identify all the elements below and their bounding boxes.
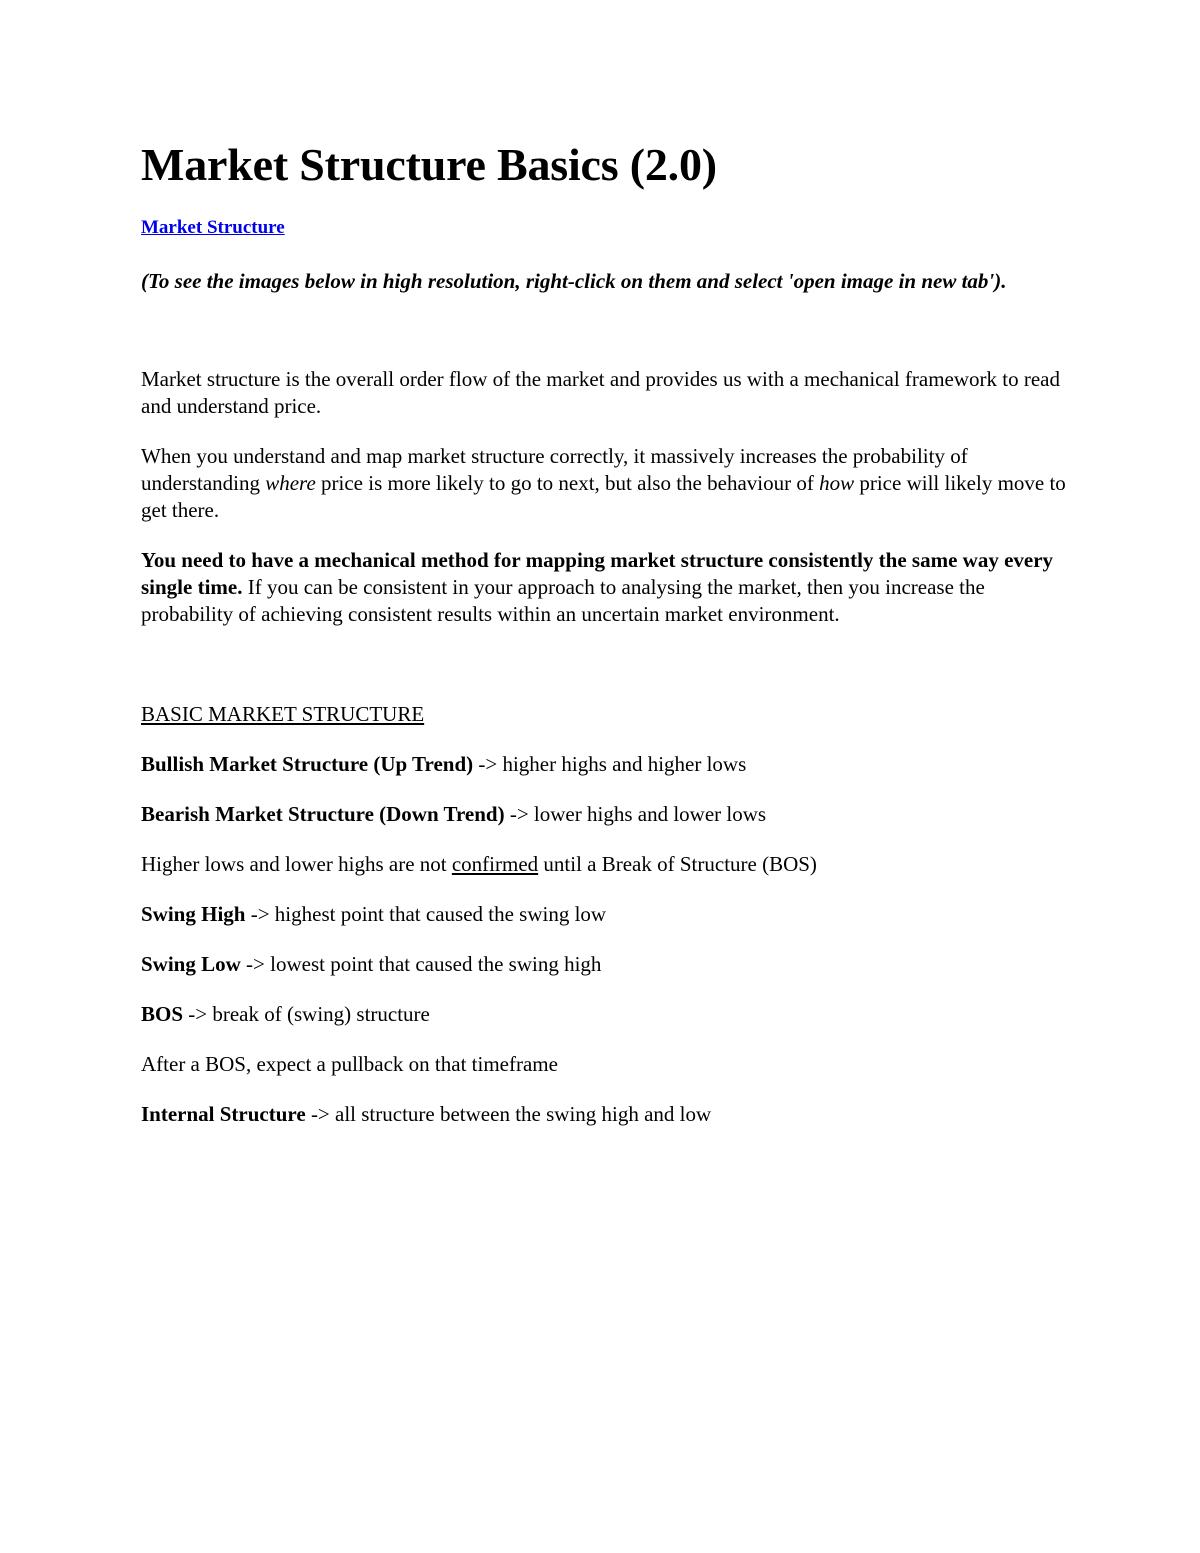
confirmation-line <box>141 851 1066 878</box>
definition-internal-structure <box>141 1101 1066 1128</box>
definition-desc: -> highest point that caused the swing low <box>245 901 607 926</box>
definition-swing-high <box>141 901 1066 928</box>
definition-desc: -> break of (swing) structure <box>183 1001 430 1026</box>
paragraph-text: until a Break of Structure (BOS) <box>538 851 817 876</box>
definition-bearish <box>141 801 1066 828</box>
paragraph-text: When you understand and map market structure correctly, it massively increases the probability of understanding <box>141 443 968 495</box>
image-resolution-note: (To see the images below in high resolution, right-click on them and select 'open image in new tab'). <box>141 268 1007 293</box>
definition-term: Bullish Market Structure (Up Trend) <box>141 751 474 776</box>
emphasis-how: how <box>819 470 855 495</box>
definition-swing-low <box>141 951 1066 978</box>
definition-desc: -> lower highs and lower lows <box>504 801 767 826</box>
page-title: Market Structure Basics (2.0) <box>141 139 717 190</box>
emphasis-where: where <box>265 470 316 495</box>
definition-desc: -> lowest point that caused the swing high <box>240 951 602 976</box>
section-heading: BASIC MARKET STRUCTURE <box>141 701 425 726</box>
document-page <box>141 140 1066 1151</box>
definition-bos <box>141 1001 1066 1028</box>
definition-term: Swing Low <box>141 951 241 976</box>
spacer <box>141 651 1066 701</box>
market-structure-link[interactable]: Market Structure <box>141 216 285 238</box>
mechanical-method-paragraph <box>141 547 1066 628</box>
after-bos-line: After a BOS, expect a pullback on that timeframe <box>141 1051 558 1076</box>
bold-statement: You need to have a mechanical method for mapping market structure consistently the same way every single time. <box>141 547 1054 599</box>
intro-paragraph: Market structure is the overall order flow of the market and provides us with a mechanical framework to read and understand price. <box>141 366 1060 418</box>
paragraph-text: If you can be consistent in your approach to analysing the market, then you increase the probability of achieving consistent results within an uncertain market environment. <box>141 574 985 626</box>
understanding-paragraph <box>141 443 1066 524</box>
paragraph-text: price is more likely to go to next, but also the behaviour of <box>315 470 820 495</box>
definition-term: Swing High <box>141 901 246 926</box>
definition-desc: -> all structure between the swing high and low <box>305 1101 712 1126</box>
paragraph-text: Higher lows and lower highs are not <box>141 851 452 876</box>
definition-term: Bearish Market Structure (Down Trend) <box>141 801 505 826</box>
definition-desc: -> higher highs and higher lows <box>473 751 747 776</box>
definition-bullish <box>141 751 1066 778</box>
definition-term: Internal Structure <box>141 1101 306 1126</box>
paragraph-text: price will likely move to get there. <box>141 470 1066 522</box>
definition-term: BOS <box>141 1001 184 1026</box>
underlined-confirmed: confirmed <box>451 851 539 876</box>
